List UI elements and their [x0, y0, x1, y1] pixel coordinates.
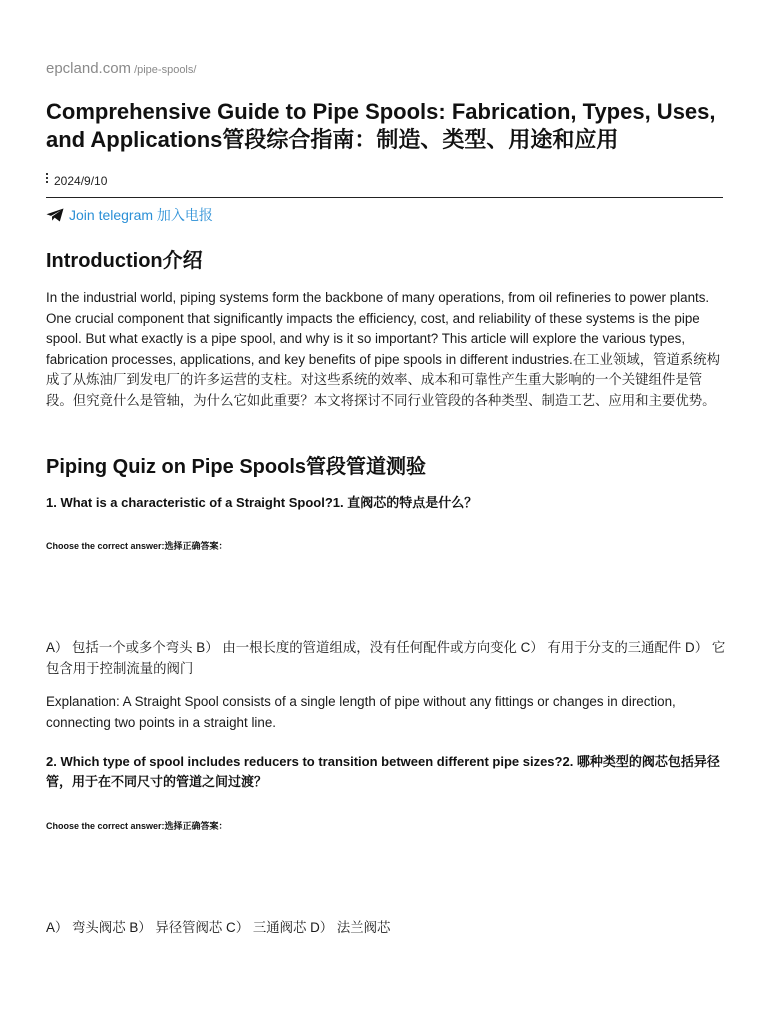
question-1-options: A） 包括一个或多个弯头 B） 由一根长度的管道组成，没有任何配件或方向变化 C） 有用于分支的三通配件 D） 它包含用于控制流量的阀门	[46, 640, 726, 676]
site-domain: epcland.com	[46, 60, 132, 77]
quiz-heading: Piping Quiz on Pipe Spools管段管道测验	[46, 456, 426, 478]
divider	[46, 197, 723, 198]
vertical-dots-icon	[46, 173, 49, 185]
paper-plane-icon	[46, 208, 64, 222]
intro-paragraph: In the industrial world, piping systems form the backbone of many operations, from oil refineries to power plants. One crucial component that significantly impacts the efficiency, cost, and reliability of these systems is the pipe spool. But what exactly is a pipe spool, and why is it so important? This article will explore the various types, fabrication processes, applications, and key benefits of pipe spools in different industries.在工业领域，管道系统构成了从炼油厂到发电厂的许多运营的支柱。对这些系统的效率、成本和可靠性产生重大影响的一个关键组件是管段。但究竟什么是管轴，为什么它如此重要？本文将探讨不同行业管段的各种类型、制造工艺、应用和主要优势。	[46, 290, 721, 408]
post-date: 2024/9/10	[54, 174, 108, 188]
question-1-prompt: Choose the correct answer:选择正确答案：	[46, 541, 228, 551]
telegram-link[interactable]	[46, 205, 213, 225]
telegram-link-label: Join telegram 加入电报	[69, 207, 213, 223]
post-meta	[46, 173, 107, 188]
question-1-explanation: Explanation: A Straight Spool consists of a single length of pipe without any fittings or changes in direction, connecting two points in a straight line.	[46, 694, 676, 730]
site-path: /pipe-spools/	[134, 64, 197, 76]
question-2-prompt: Choose the correct answer:选择正确答案：	[46, 821, 228, 831]
page-title: Comprehensive Guide to Pipe Spools: Fabrication, Types, Uses, and Applications管段综合指南：制造、类型、用途和应用	[46, 99, 716, 152]
question-1: 1. What is a characteristic of a Straight Spool?1. 直阀芯的特点是什么？	[46, 495, 478, 510]
site-url[interactable]	[46, 60, 196, 78]
intro-heading: Introduction介绍	[46, 250, 203, 272]
question-2: 2. Which type of spool includes reducers to transition between different pipe sizes?2. 哪种类型的阀芯包括异径管，用于在不同尺寸的管道之间过渡？	[46, 754, 720, 789]
question-2-options: A） 弯头阀芯 B） 异径管阀芯 C） 三通阀芯 D） 法兰阀芯	[46, 920, 391, 935]
